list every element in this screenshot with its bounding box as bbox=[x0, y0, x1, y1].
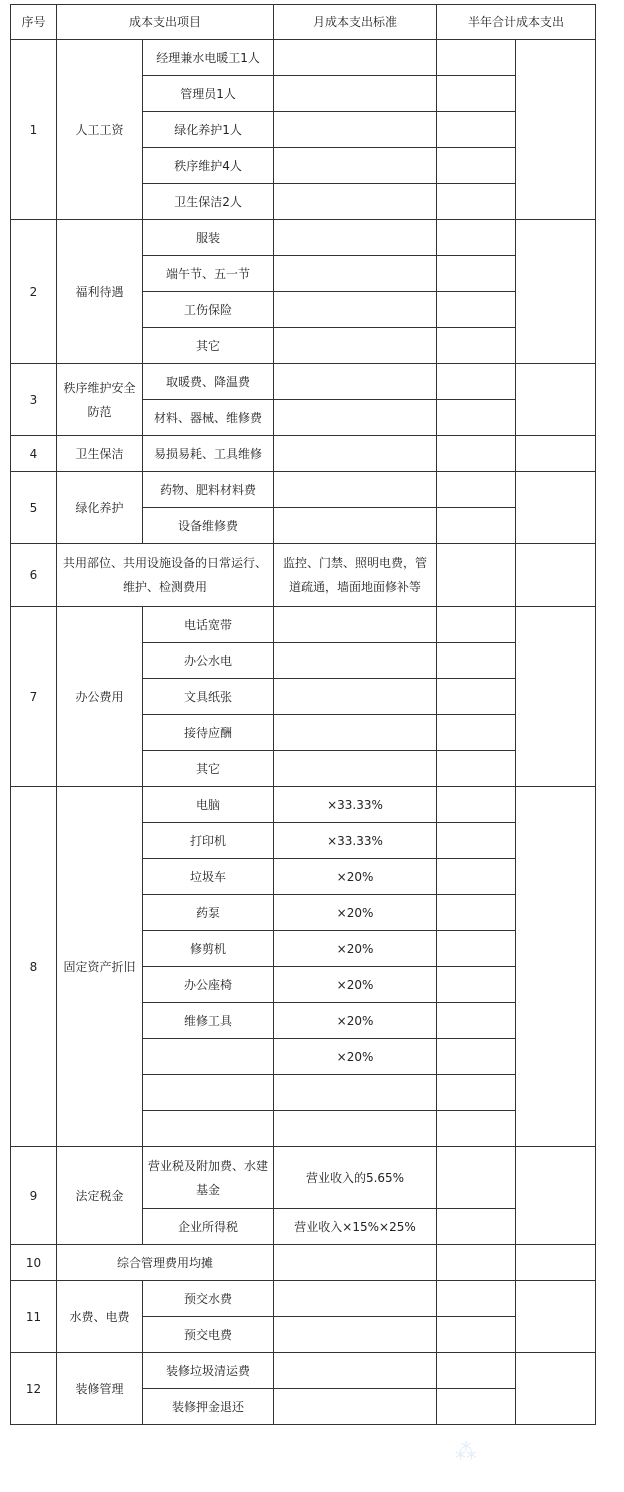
half-year-cell bbox=[437, 112, 516, 148]
half-year-cell bbox=[437, 607, 516, 643]
category-name: 人工工资 bbox=[57, 40, 143, 220]
half-year-cell bbox=[437, 679, 516, 715]
category-name: 共用部位、共用设施设备的日常运行、维护、检测费用 bbox=[57, 544, 274, 607]
sub-item: 接待应酬 bbox=[143, 715, 274, 751]
category-name: 卫生保洁 bbox=[57, 436, 143, 472]
monthly-standard-cell bbox=[274, 220, 437, 256]
half-year-cell bbox=[437, 364, 516, 400]
half-year-total-cell bbox=[516, 607, 596, 787]
half-year-cell bbox=[437, 1209, 516, 1245]
half-year-total-cell bbox=[516, 40, 596, 220]
half-year-cell bbox=[437, 715, 516, 751]
category-name: 办公费用 bbox=[57, 607, 143, 787]
sub-item: 绿化养护1人 bbox=[143, 112, 274, 148]
sub-item: 办公水电 bbox=[143, 643, 274, 679]
sub-item: 办公座椅 bbox=[143, 967, 274, 1003]
sub-item: 装修垃圾清运费 bbox=[143, 1353, 274, 1389]
monthly-standard-cell: ×20% bbox=[274, 1003, 437, 1039]
row-number: 4 bbox=[11, 436, 57, 472]
watermark: ⁂ bbox=[455, 1440, 479, 1465]
half-year-cell bbox=[437, 472, 516, 508]
header-item: 成本支出项目 bbox=[57, 5, 274, 40]
monthly-standard-cell bbox=[274, 76, 437, 112]
row-number: 2 bbox=[11, 220, 57, 364]
half-year-cell bbox=[437, 148, 516, 184]
sub-item: 装修押金退还 bbox=[143, 1389, 274, 1425]
monthly-standard-cell bbox=[274, 1075, 437, 1111]
row-number: 10 bbox=[11, 1245, 57, 1281]
category-name: 固定资产折旧 bbox=[57, 787, 143, 1147]
table-row bbox=[11, 40, 596, 76]
half-year-total-cell bbox=[516, 787, 596, 1147]
sub-item: 经理兼水电暖工1人 bbox=[143, 40, 274, 76]
half-year-cell bbox=[437, 859, 516, 895]
monthly-standard-cell bbox=[274, 1317, 437, 1353]
monthly-standard-cell bbox=[274, 148, 437, 184]
half-year-cell bbox=[437, 895, 516, 931]
sub-item: 营业税及附加费、水建基金 bbox=[143, 1147, 274, 1209]
category-name: 绿化养护 bbox=[57, 472, 143, 544]
half-year-cell bbox=[437, 256, 516, 292]
half-year-cell bbox=[437, 328, 516, 364]
monthly-standard-cell bbox=[274, 751, 437, 787]
half-year-cell bbox=[437, 1245, 516, 1281]
monthly-standard-cell bbox=[274, 472, 437, 508]
monthly-standard-cell bbox=[274, 643, 437, 679]
half-year-total-cell bbox=[516, 544, 596, 607]
sub-item: 其它 bbox=[143, 328, 274, 364]
monthly-standard-cell: ×20% bbox=[274, 859, 437, 895]
half-year-cell bbox=[437, 400, 516, 436]
monthly-standard-cell bbox=[274, 607, 437, 643]
sub-item: 设备维修费 bbox=[143, 508, 274, 544]
monthly-standard-cell: ×20% bbox=[274, 931, 437, 967]
half-year-cell bbox=[437, 1003, 516, 1039]
sub-item: 企业所得税 bbox=[143, 1209, 274, 1245]
half-year-total-cell bbox=[516, 364, 596, 436]
half-year-cell bbox=[437, 1389, 516, 1425]
monthly-standard-cell bbox=[274, 40, 437, 76]
half-year-total-cell bbox=[516, 1147, 596, 1245]
half-year-cell bbox=[437, 1039, 516, 1075]
table-row bbox=[11, 220, 596, 256]
monthly-standard-cell bbox=[274, 1281, 437, 1317]
half-year-cell bbox=[437, 184, 516, 220]
sub-item: 修剪机 bbox=[143, 931, 274, 967]
monthly-standard-cell bbox=[274, 184, 437, 220]
sub-item: 取暖费、降温费 bbox=[143, 364, 274, 400]
half-year-cell bbox=[437, 76, 516, 112]
sub-item: 易损易耗、工具维修 bbox=[143, 436, 274, 472]
sub-item: 文具纸张 bbox=[143, 679, 274, 715]
sub-item bbox=[143, 1039, 274, 1075]
half-year-cell bbox=[437, 1075, 516, 1111]
half-year-total-cell bbox=[516, 1281, 596, 1353]
table-row bbox=[11, 1353, 596, 1389]
half-year-cell bbox=[437, 787, 516, 823]
sub-item: 服装 bbox=[143, 220, 274, 256]
row-number: 5 bbox=[11, 472, 57, 544]
monthly-standard-cell bbox=[274, 1353, 437, 1389]
half-year-total-cell bbox=[516, 1245, 596, 1281]
half-year-total-cell bbox=[516, 436, 596, 472]
sub-item: 管理员1人 bbox=[143, 76, 274, 112]
table-row bbox=[11, 607, 596, 643]
row-number: 7 bbox=[11, 607, 57, 787]
half-year-cell bbox=[437, 1353, 516, 1389]
monthly-standard-cell: ×33.33% bbox=[274, 823, 437, 859]
half-year-cell bbox=[437, 40, 516, 76]
category-name: 水费、电费 bbox=[57, 1281, 143, 1353]
sub-item: 工伤保险 bbox=[143, 292, 274, 328]
category-name: 秩序维护安全防范 bbox=[57, 364, 143, 436]
sub-item: 电脑 bbox=[143, 787, 274, 823]
monthly-standard-cell bbox=[274, 1245, 437, 1281]
sub-item: 维修工具 bbox=[143, 1003, 274, 1039]
row-number: 11 bbox=[11, 1281, 57, 1353]
category-name: 综合管理费用均摊 bbox=[57, 1245, 274, 1281]
monthly-standard-cell bbox=[274, 328, 437, 364]
half-year-cell bbox=[437, 823, 516, 859]
sub-item: 药物、肥料材料费 bbox=[143, 472, 274, 508]
table-row bbox=[11, 544, 596, 607]
sub-item: 卫生保洁2人 bbox=[143, 184, 274, 220]
half-year-total-cell bbox=[516, 1353, 596, 1425]
sub-item bbox=[143, 1075, 274, 1111]
header-monthly: 月成本支出标准 bbox=[274, 5, 437, 40]
category-name: 装修管理 bbox=[57, 1353, 143, 1425]
monthly-standard-cell: ×33.33% bbox=[274, 787, 437, 823]
half-year-total-cell bbox=[516, 472, 596, 544]
table-row bbox=[11, 787, 596, 823]
monthly-standard-cell: ×20% bbox=[274, 1039, 437, 1075]
monthly-standard-cell: 监控、门禁、照明电费，管道疏通，墙面地面修补等 bbox=[274, 544, 437, 607]
table-row bbox=[11, 1281, 596, 1317]
sub-item: 秩序维护4人 bbox=[143, 148, 274, 184]
half-year-cell bbox=[437, 751, 516, 787]
row-number: 12 bbox=[11, 1353, 57, 1425]
half-year-cell bbox=[437, 931, 516, 967]
monthly-standard-cell bbox=[274, 715, 437, 751]
row-number: 3 bbox=[11, 364, 57, 436]
header-half-year: 半年合计成本支出 bbox=[437, 5, 596, 40]
half-year-cell bbox=[437, 292, 516, 328]
sub-item: 药泵 bbox=[143, 895, 274, 931]
cost-table bbox=[10, 4, 596, 1425]
sub-item: 预交电费 bbox=[143, 1317, 274, 1353]
half-year-cell bbox=[437, 436, 516, 472]
row-number: 1 bbox=[11, 40, 57, 220]
half-year-cell bbox=[437, 967, 516, 1003]
sub-item: 材料、器械、维修费 bbox=[143, 400, 274, 436]
half-year-cell bbox=[437, 220, 516, 256]
monthly-standard-cell bbox=[274, 256, 437, 292]
monthly-standard-cell bbox=[274, 400, 437, 436]
monthly-standard-cell: ×20% bbox=[274, 967, 437, 1003]
monthly-standard-cell: ×20% bbox=[274, 895, 437, 931]
half-year-cell bbox=[437, 1147, 516, 1209]
table-row bbox=[11, 436, 596, 472]
sub-item: 端午节、五一节 bbox=[143, 256, 274, 292]
sub-item: 其它 bbox=[143, 751, 274, 787]
sub-item bbox=[143, 1111, 274, 1147]
monthly-standard-cell bbox=[274, 292, 437, 328]
monthly-standard-cell bbox=[274, 679, 437, 715]
header-no: 序号 bbox=[11, 5, 57, 40]
half-year-cell bbox=[437, 544, 516, 607]
half-year-cell bbox=[437, 643, 516, 679]
sub-item: 打印机 bbox=[143, 823, 274, 859]
table-row bbox=[11, 472, 596, 508]
category-name: 法定税金 bbox=[57, 1147, 143, 1245]
monthly-standard-cell bbox=[274, 1111, 437, 1147]
half-year-cell bbox=[437, 508, 516, 544]
header-row bbox=[11, 5, 596, 40]
table-row bbox=[11, 364, 596, 400]
monthly-standard-cell bbox=[274, 112, 437, 148]
sub-item: 垃圾车 bbox=[143, 859, 274, 895]
table-row bbox=[11, 1245, 596, 1281]
sub-item: 电话宽带 bbox=[143, 607, 274, 643]
monthly-standard-cell: 营业收入×15%×25% bbox=[274, 1209, 437, 1245]
monthly-standard-cell bbox=[274, 436, 437, 472]
row-number: 9 bbox=[11, 1147, 57, 1245]
category-name: 福利待遇 bbox=[57, 220, 143, 364]
monthly-standard-cell bbox=[274, 1389, 437, 1425]
monthly-standard-cell: 营业收入的5.65% bbox=[274, 1147, 437, 1209]
row-number: 6 bbox=[11, 544, 57, 607]
row-number: 8 bbox=[11, 787, 57, 1147]
sub-item: 预交水费 bbox=[143, 1281, 274, 1317]
monthly-standard-cell bbox=[274, 508, 437, 544]
half-year-cell bbox=[437, 1317, 516, 1353]
half-year-cell bbox=[437, 1111, 516, 1147]
half-year-total-cell bbox=[516, 220, 596, 364]
table-row bbox=[11, 1147, 596, 1209]
monthly-standard-cell bbox=[274, 364, 437, 400]
half-year-cell bbox=[437, 1281, 516, 1317]
